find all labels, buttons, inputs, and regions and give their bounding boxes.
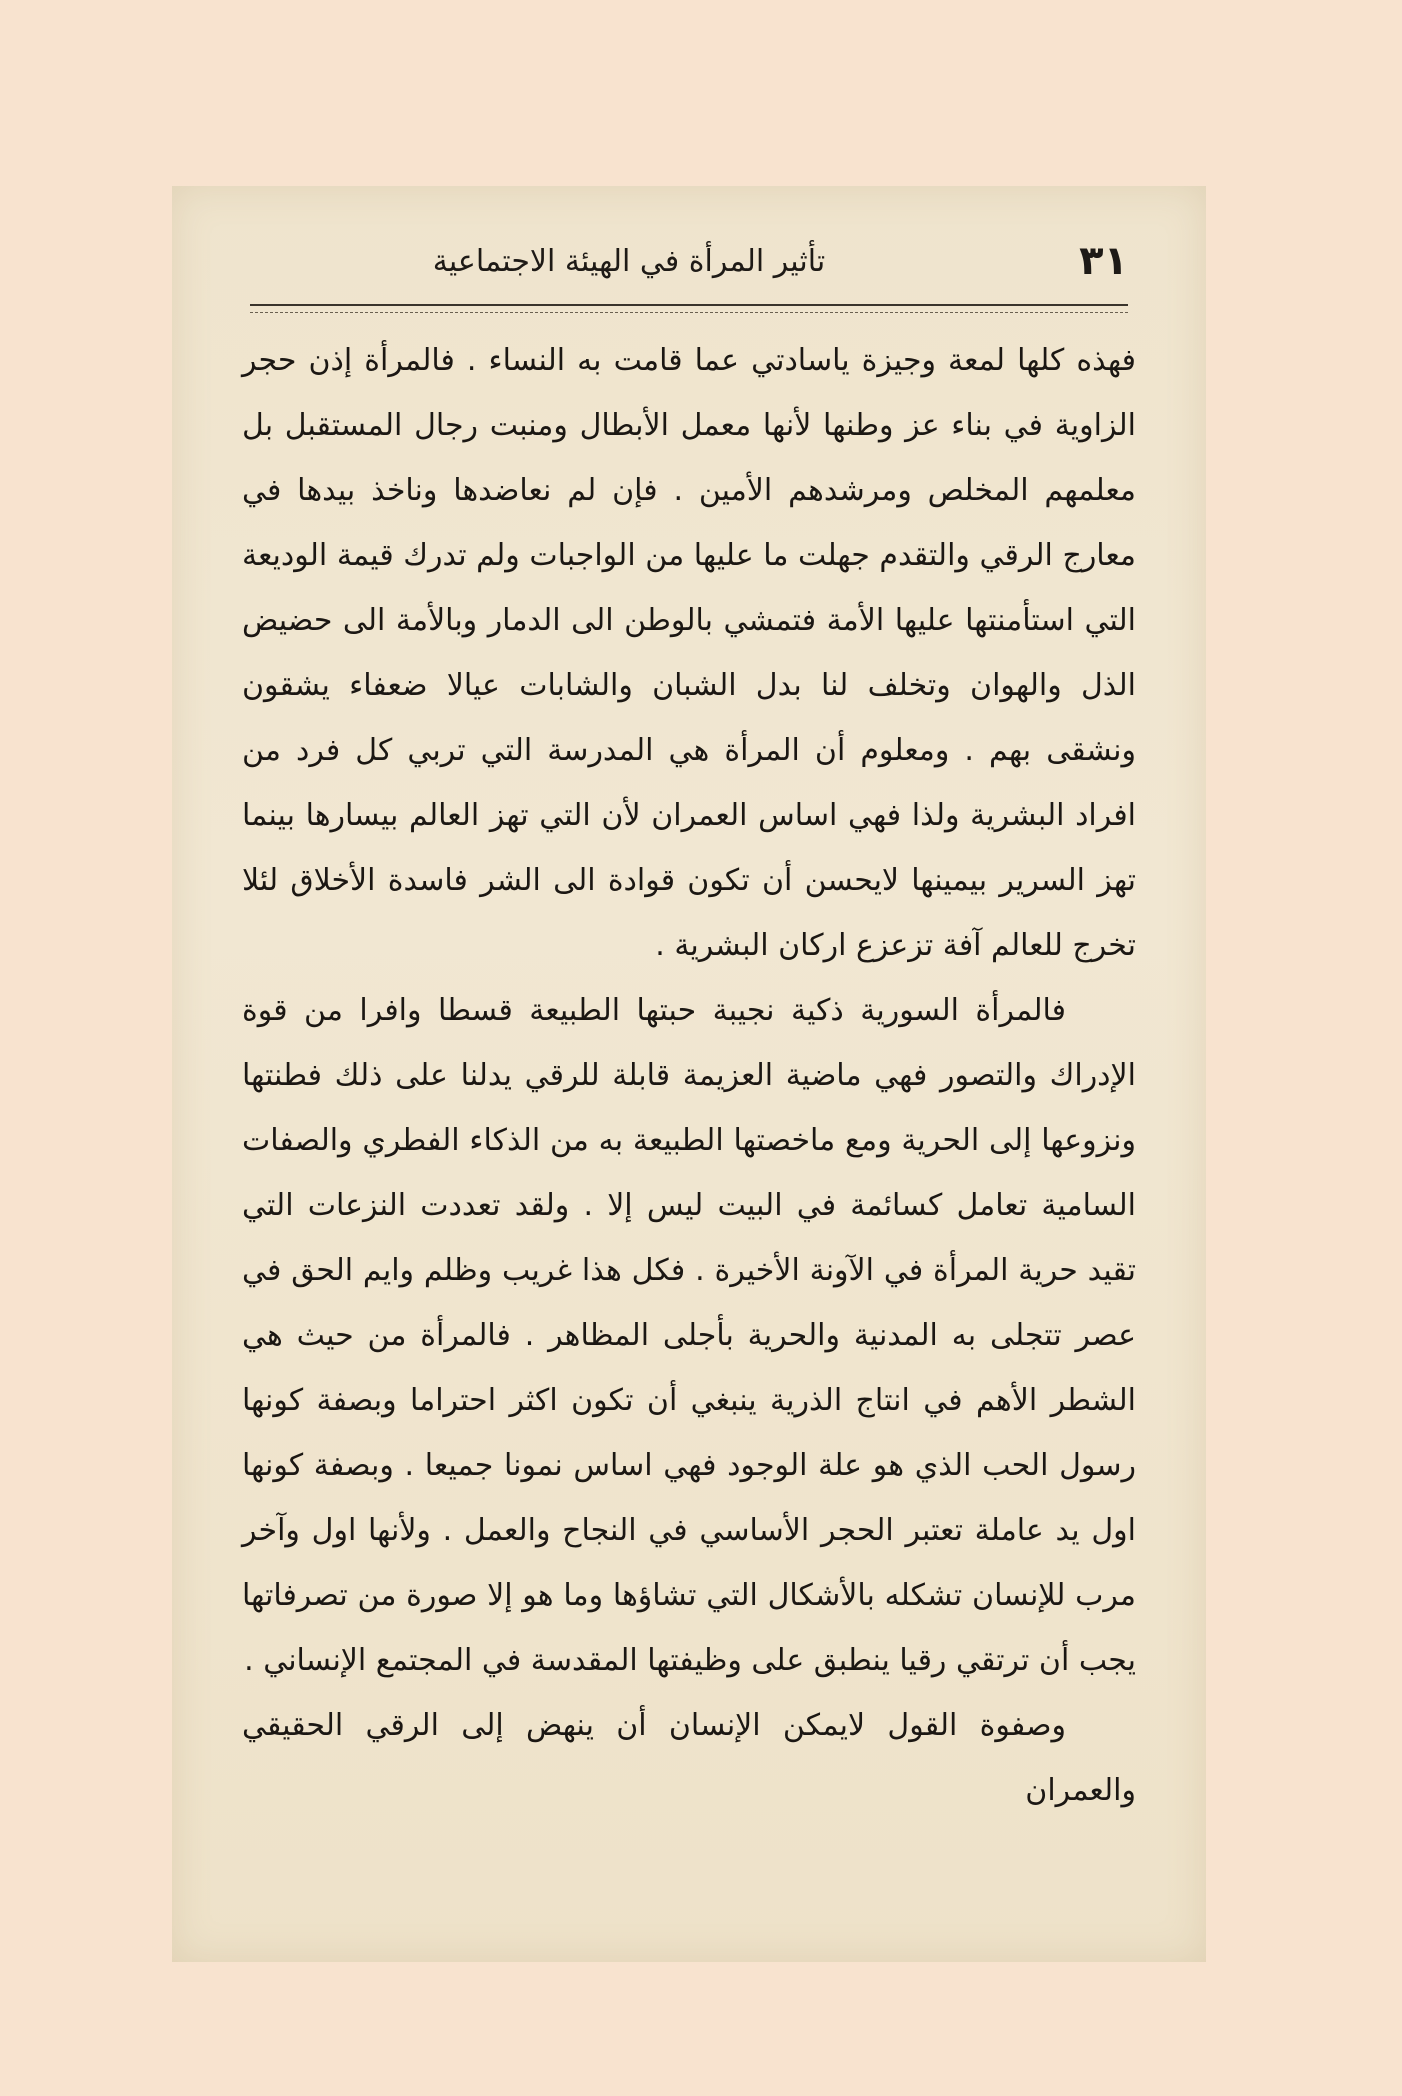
page-header [250,238,1128,294]
running-title: تأثير المرأة في الهيئة الاجتماعية [432,244,826,279]
paragraph-3: وصفوة القول لايمكن الإنسان أن ينهض إلى الرقي الحقيقي والعمران [242,1708,1136,1808]
page-number: ٣١ [1079,238,1128,284]
book-page [172,186,1206,1962]
paragraph-1: فهذه كلها لمعة وجيزة ياسادتي عما قامت به النساء . فالمرأة إذن حجر الزاوية في بناء عز وطنها لأنها معمل الأبطال ومنبت رجال المستقبل بل معلمهم المخلص ومرشدهم الأمين . فإن لم نعاضدها وناخذ بيدها في معارج الرقي والتقدم جهلت ما عليها من الواجبات ولم تدرك قيمة الوديعة التي استأمنتها عليها الأمة فتمشي بالوطن الى الدمار وبالأمة الى حضيض الذل والهوان وتخلف لنا بدل الشبان والشابات عيالا ضعفاء يشقون ونشقى بهم . ومعلوم أن المرأة هي المدرسة التي تربي كل فرد من افراد البشرية ولذا فهي اساس العمران لأن التي تهز العالم بيسارها بينما تهز السرير بيمينها لايحسن أن تكون قوادة الى الشر فاسدة الأخلاق لئلا تخرج للعالم آفة تزعزع اركان البشرية . [242,343,1136,963]
paragraph-2: فالمرأة السورية ذكية نجيبة حبتها الطبيعة قسطا وافرا من قوة الإدراك والتصور فهي ماضية العزيمة قابلة للرقي يدلنا على ذلك فطنتها ونزوعها إلى الحرية ومع ماخصتها الطبيعة به من الذكاء الفطري والصفات السامية تعامل كسائمة في البيت ليس إلا . ولقد تعددت النزعات التي تقيد حرية المرأة في الآونة الأخيرة . فكل هذا غريب وظلم وايم الحق في عصر تتجلى به المدنية والحرية بأجلى المظاهر . فالمرأة من حيث هي الشطر الأهم في انتاج الذرية ينبغي أن تكون اكثر احتراما وبصفة كونها رسول الحب الذي هو علة الوجود فهي اساس نمونا جميعا . وبصفة كونها اول يد عاملة تعتبر الحجر الأساسي في النجاح والعمل . ولأنها اول وآخر مرب للإنسان تشكله بالأشكال التي تشاؤها وما هو إلا صورة من تصرفاتها يجب أن ترتقي رقيا ينطبق على وظيفتها المقدسة في المجتمع الإنساني . [242,993,1136,1678]
body-text [242,328,1136,1823]
header-rule [250,304,1128,313]
